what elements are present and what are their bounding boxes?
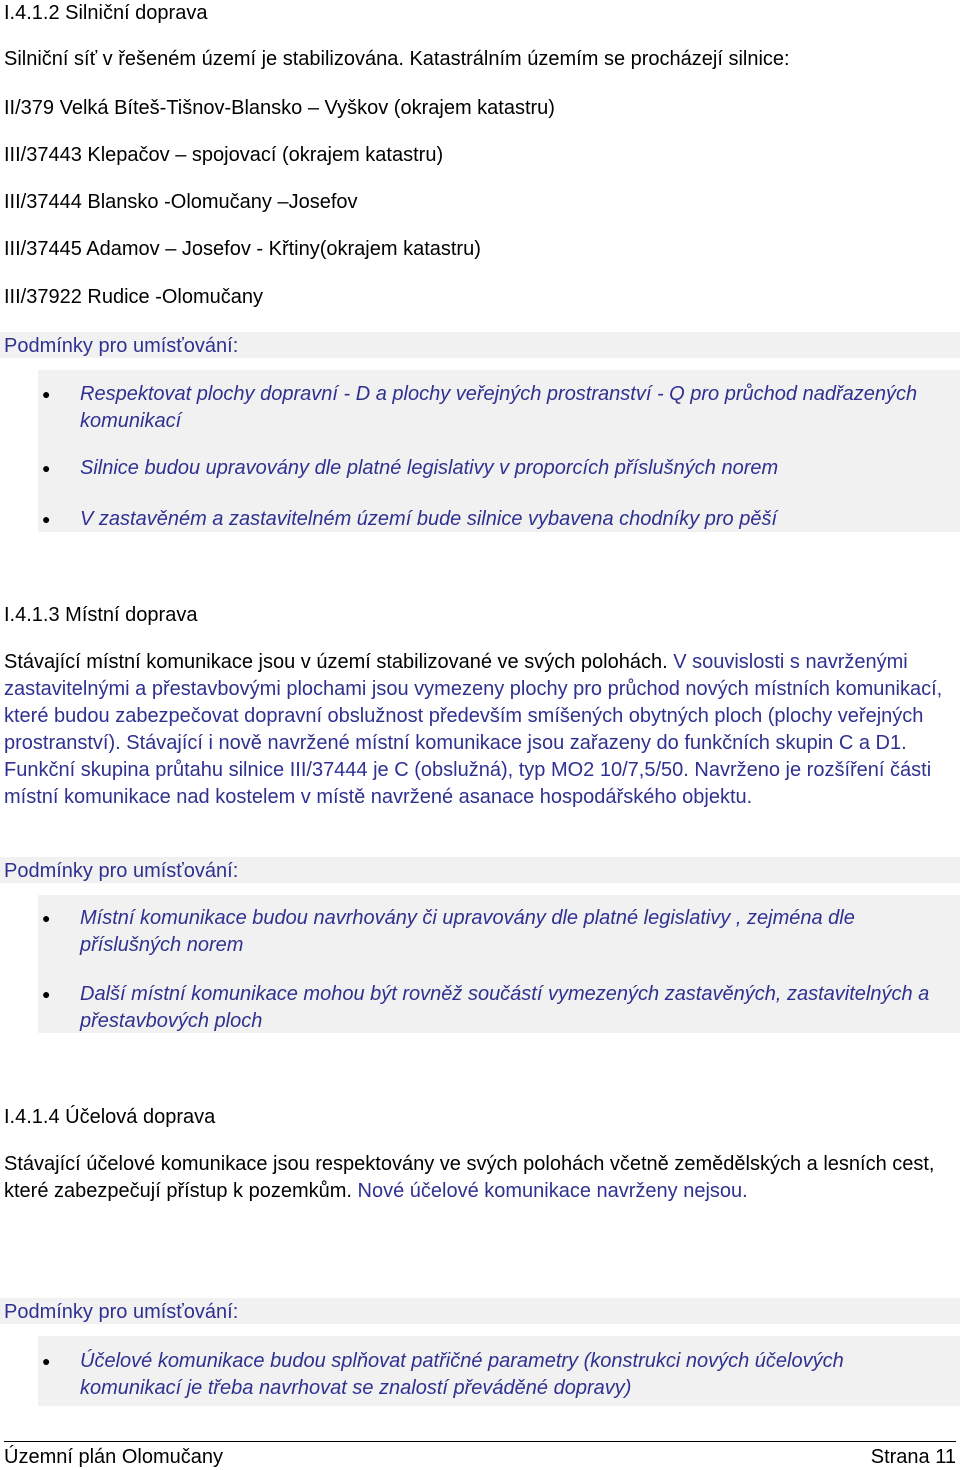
bullet-icon: ● (42, 386, 51, 402)
road-item: III/37443 Klepačov – spojovací (okrajem katastru) (4, 144, 444, 166)
local-paragraph: Stávající místní komunikace jsou v území stabilizované ve svých polohách. V souvislosti s navrženými zastavitelnými a přestavbovými plochami jsou vymezeny plochy pro průchod nových místních komunikací, které budou zabezpečovat dopravní obslužnost především smíšených obytných ploch (plochy veřejných prostranství). Stávající i nově navržené místní komunikace jsou zařazeny do funkčních skupin C a D1. Funkční skupina průtahu silnice III/37444 je C (obslužná), typ MO2 10/7,5/50. Navrženo je rozšíření části místní komunikace nad kostelem v místě navržené asanace hospodářského objektu. (4, 651, 943, 808)
conditions-title-purpose: Podmínky pro umísťování: (0, 1298, 960, 1324)
road-intro: Silniční síť v řešeném území je stabilizována. Katastrálním územím se procházejí silnice: (4, 48, 790, 70)
footer-rule (4, 1441, 956, 1442)
section-heading-road: I.4.1.2 Silniční doprava (4, 2, 208, 24)
conditions-title-road: Podmínky pro umísťování: (0, 332, 960, 358)
bullet-icon: ● (42, 511, 51, 527)
bullet-icon: ● (42, 1353, 51, 1369)
section-heading-purpose: I.4.1.4 Účelová doprava (4, 1106, 216, 1128)
purpose-paragraph: Stávající účelové komunikace jsou respektovány ve svých polohách včetně zemědělských a lesních cest, které zabezpečují přístup k pozemkům. Nové účelové komunikace navrženy nejsou. (4, 1153, 935, 1202)
condition-item: ● Místní komunikace budou navrhovány či upravovány dle platné legislativy , zejména dle příslušných norem (42, 907, 855, 956)
condition-item: ● Další místní komunikace mohou být rovněž součástí vymezených zastavěných, zastavitelných a přestavbových ploch (42, 983, 930, 1032)
road-item: III/37922 Rudice -Olomučany (4, 286, 264, 308)
condition-item: ● V zastavěném a zastavitelném území bude silnice vybavena chodníky pro pěší (80, 506, 950, 533)
condition-item: ● Účelové komunikace budou splňovat patřičné parametry (konstrukci nových účelových komunikací je třeba navrhovat se znalostí převáděné dopravy) (42, 1350, 844, 1399)
page-number: Strana 11 (870, 1446, 956, 1468)
conditions-title-local: Podmínky pro umísťování: (0, 857, 960, 883)
footer-title: Územní plán Olomučany (4, 1446, 223, 1468)
section-heading-local: I.4.1.3 Místní doprava (4, 604, 198, 626)
bullet-icon: ● (42, 986, 51, 1002)
condition-item: ● Respektovat plochy dopravní - D a plochy veřejných prostranství - Q pro průchod nadřazených komunikací (42, 383, 918, 432)
condition-item: ● Silnice budou upravovány dle platné legislativy v proporcích příslušných norem (80, 455, 950, 482)
road-item: III/37445 Adamov – Josefov - Křtiny(okrajem katastru) (4, 238, 481, 260)
road-item: II/379 Velká Bíteš-Tišnov-Blansko – Vyškov (okrajem katastru) (4, 97, 555, 119)
bullet-icon: ● (42, 460, 51, 476)
bullet-icon: ● (42, 910, 51, 926)
road-item: III/37444 Blansko -Olomučany –Josefov (4, 191, 358, 213)
